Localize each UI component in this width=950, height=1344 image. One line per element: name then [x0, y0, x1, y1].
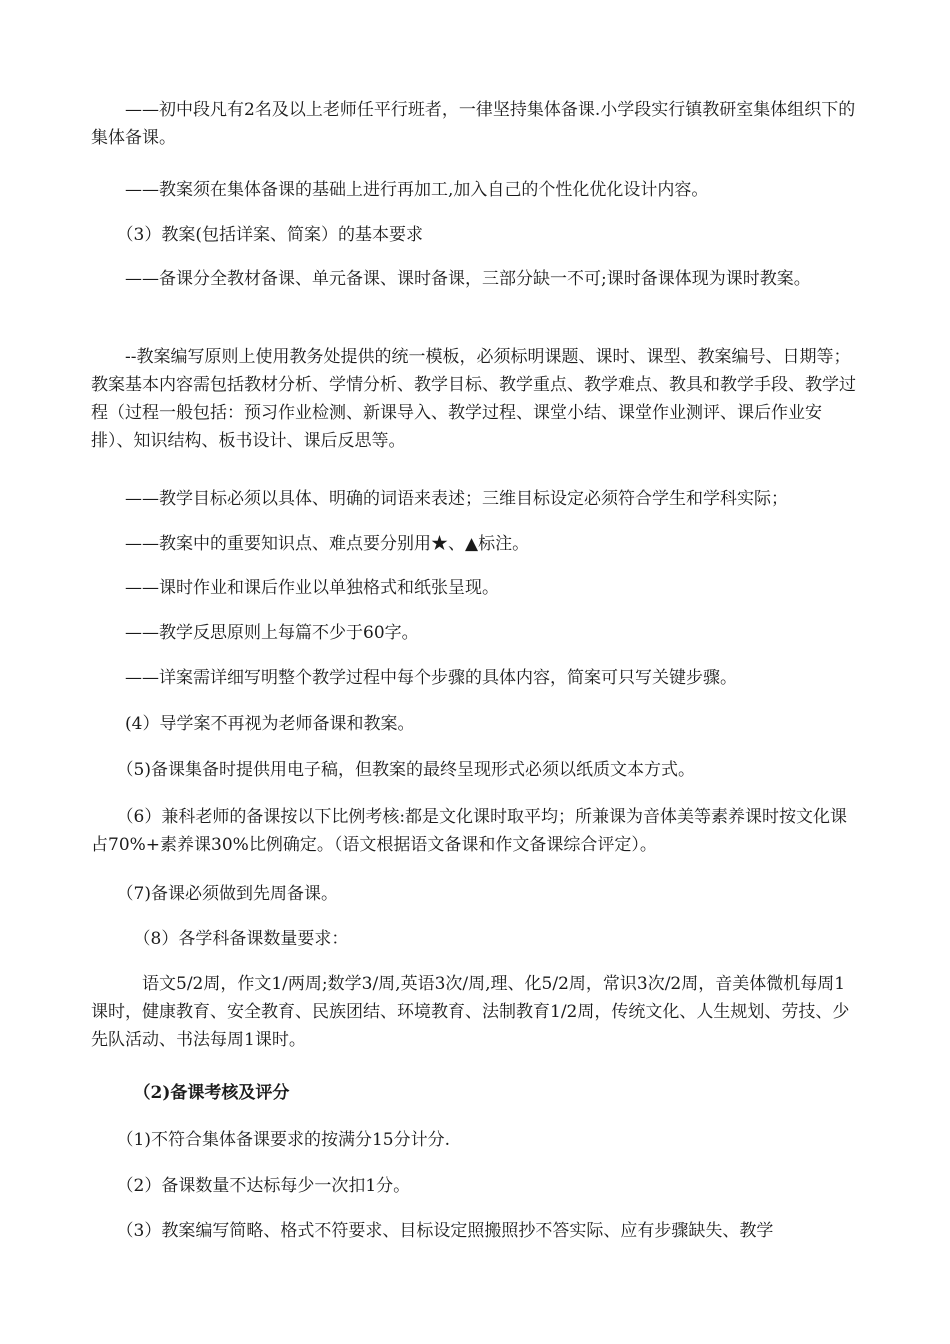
paragraph-guided-study-plan: (4）导学案不再视为老师备课和教案。 — [91, 714, 415, 734]
section-heading-lesson-plan: （3）教案(包括详案、简案）的基本要求 — [91, 225, 423, 245]
paragraph-week-ahead-prep: （7)备课必须做到先周备课。 — [91, 884, 338, 904]
paragraph-homework-format: ——课时作业和课后作业以单独格式和纸张呈现。 — [91, 578, 499, 598]
paragraph-three-parts: ——备课分全教材备课、单元备课、课时备课，三部分缺一不可;课时备课体现为课时教案。 — [91, 269, 811, 289]
paragraph-subject-quantity-title: （8）各学科备课数量要求： — [91, 929, 349, 949]
section-heading-assessment: （2)备课考核及评分 — [91, 1083, 290, 1103]
paragraph-key-points-marking: ——教案中的重要知识点、难点要分别用★、▲标注。 — [91, 534, 530, 554]
paragraph-teaching-goals: ——教学目标必须以具体、明确的词语来表述；三维目标设定必须符合学生和学科实际； — [91, 489, 788, 509]
paragraph-detailed-vs-brief: ——详案需详细写明整个教学过程中每个步骤的具体内容，简案可只写关键步骤。 — [91, 668, 737, 688]
paragraph-assessment-2: （2）备课数量不达标每少一次扣1分。 — [91, 1176, 411, 1196]
paragraph-multi-subject-teachers: （6）兼科老师的备课按以下比例考核:都是文化课时取平均；所兼课为音体美等素养课时按文化课占70%+素养课30%比例确定。（语文根据语文备课和作文备课综合评定）。 — [91, 807, 848, 855]
paragraph-electronic-draft: （5)备课集备时提供用电子稿，但教案的最终呈现形式必须以纸质文本方式。 — [91, 760, 695, 780]
paragraph-reflection-length: ——教学反思原则上每篇不少于60字。 — [91, 623, 419, 643]
paragraph-template-rules: --教案编写原则上使用教务处提供的统一模板，必须标明课题、课时、课型、教案编号、日期等；教案基本内容需包括教材分析、学情分析、教学目标、教学重点、教学难点、教具和教学手段、教学过程（过程一般包括：预习作业检测、新课导入、教学过程、课堂小结、课堂作业测评、课后作业安排）、知识结构、板书设计、课后反思等。 — [91, 347, 856, 451]
paragraph-reprocessing: ——教案须在集体备课的基础上进行再加工,加入自己的个性化优化设计内容。 — [91, 180, 709, 200]
paragraph-collective-lesson-prep: ——初中段凡有2名及以上老师任平行班者，一律坚持集体备课.小学段实行镇教研室集体组织下的集体备课。 — [91, 100, 856, 148]
paragraph-assessment-1: （1)不符合集体备课要求的按满分15分计分. — [91, 1130, 450, 1150]
paragraph-subject-quantities: 语文5/2周，作文1/两周;数学3/周,英语3次/周,理、化5/2周，常识3次/2周，音美体微机每周1课时，健康教育、安全教育、民族团结、环境教育、法制教育1/2周，传统文化、人生规划、劳技、少先队活动、书法每周1课时。 — [91, 974, 850, 1050]
paragraph-assessment-3: （3）教案编写简略、格式不符要求、目标设定照搬照抄不答实际、应有步骤缺失、教学 — [91, 1221, 774, 1241]
